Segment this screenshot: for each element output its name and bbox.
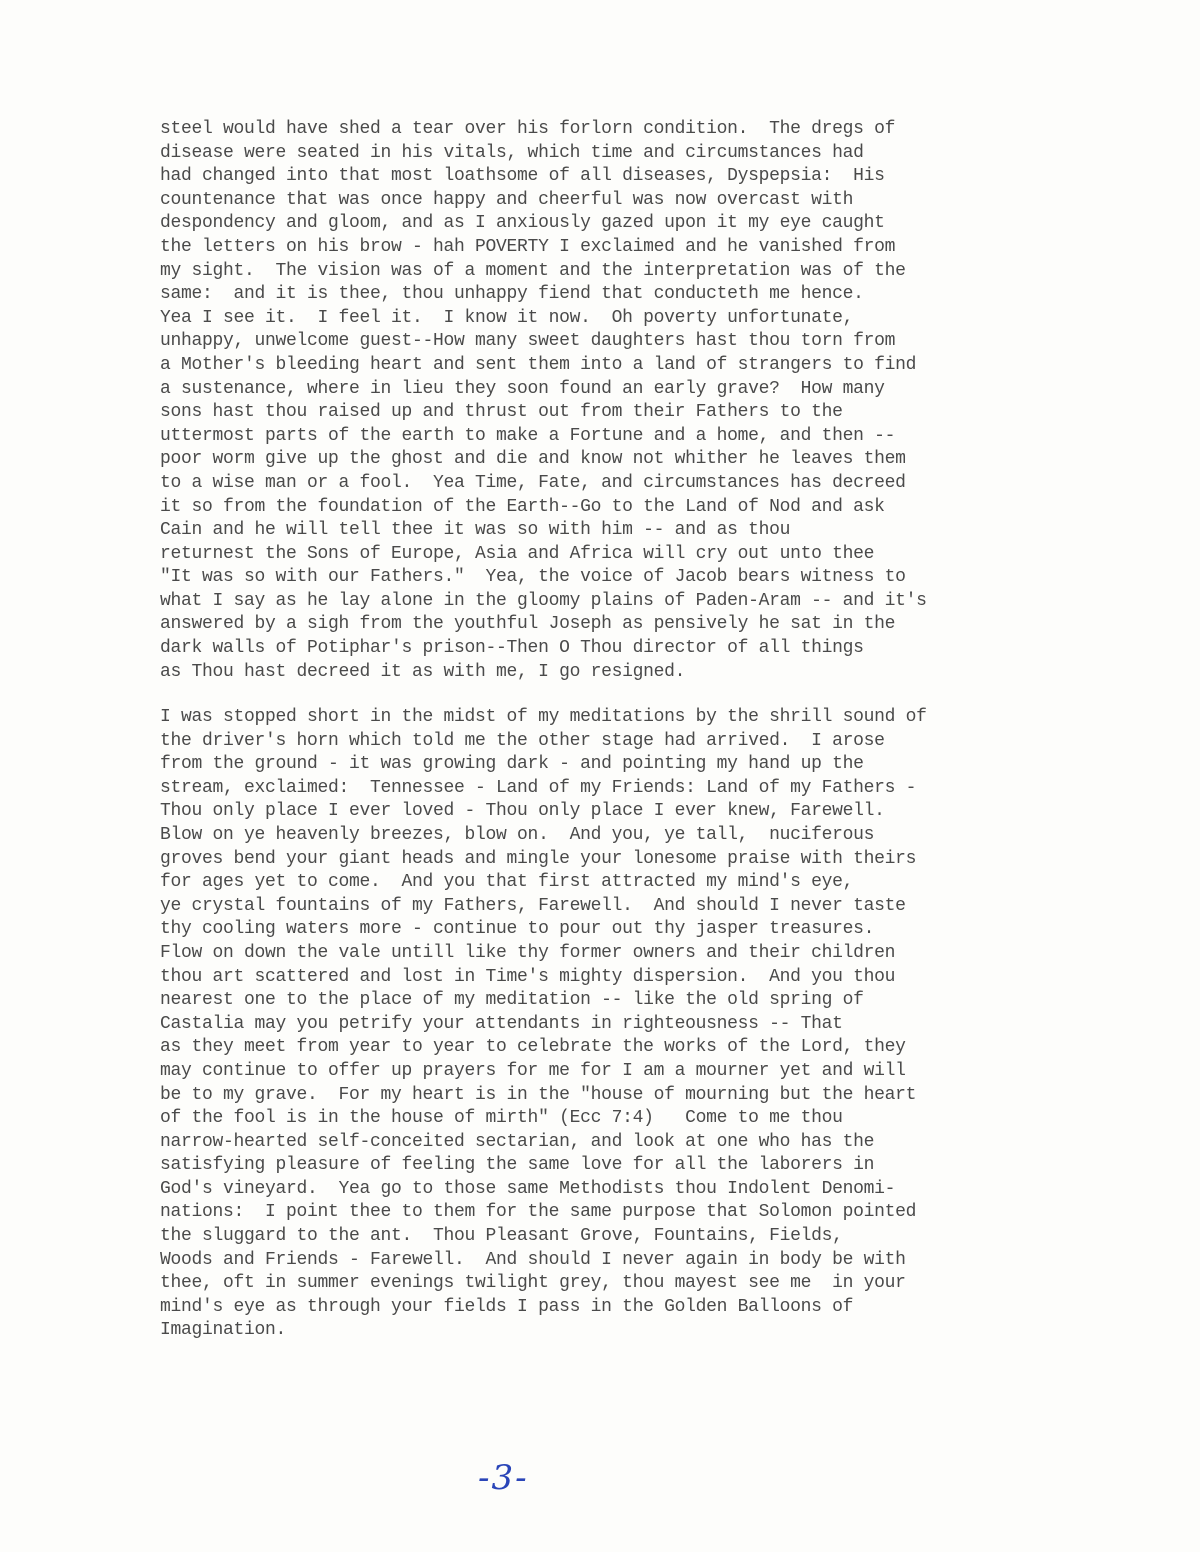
paragraph-2: I was stopped short in the midst of my meditations by the shrill sound of the driver's horn which told me the other stage had arrived. I arose from the ground - it was growing dark - and pointing my hand up the stream, exclaimed: Tennessee - Land of my Friends: Land of my Fathers - Thou only place I ever loved - Thou only place I ever knew, Farewell. Blow on ye heavenly breezes, blow on. And you, ye tall, nuciferous groves bend your giant heads and mingle your lonesome praise with theirs for ages yet to come. And you that first attracted my mind's eye, ye crystal fountains of my Fathers, Farewell. And should I never taste thy cooling waters more - continue to pour out thy jasper treasures. Flow on down the vale untill like thy former owners and their children thou art scattered and lost in Time's mighty dispersion. And you thou nearest one to the place of my meditation -- like the old spring of Castalia may you petrify your attendants in righteousness -- That as they meet from year to year to celebrate the works of the Lord, they may continue to offer up prayers for me for I am a mourner yet and will be to my grave. For my heart is in the "house of mourning but the heart of the fool is in the house of mirth" (Ecc 7:4) Come to me thou narrow-hearted self-conceited sectarian, and look at one who has the satisfying pleasure of feeling the same love for all the laborers in God's vineyard. Yea go to those same Methodists thou Indolent Denomi- nations: I point thee to them for the same purpose that Solomon pointed the sluggard to the ant. Thou Pleasant Grove, Fountains, Fields, Woods and Friends - Farewell. And should I never again in body be with thee, oft in summer evenings twilight grey, thou mayest see me in your mind's eye as through your fields I pass in the Golden Balloons of Imagination.: [160, 707, 927, 1341]
paragraph-1: steel would have shed a tear over his forlorn condition. The dregs of disease were seated in his vitals, which time and circumstances had had changed into that most loathsome of all diseases, Dyspepsia: His countenance that was once happy and cheerful was now overcast with despondency and gloom, and as I anxiously gazed upon it my eye caught the letters on his brow - hah POVERTY I exclaimed and he vanished from my sight. The vision was of a moment and the interpretation was of the same: and it is thee, thou unhappy fiend that conducteth me hence. Yea I see it. I feel it. I know it now. Oh poverty unfortunate, unhappy, unwelcome guest--How many sweet daughters hast thou torn from a Mother's bleeding heart and sent them into a land of strangers to find a sustenance, where in lieu they soon found an early grave? How many sons hast thou raised up and thrust out from their Fathers to the uttermost parts of the earth to make a Fortune and a home, and then -- poor worm give up the ghost and die and know not whither he leaves them to a wise man or a fool. Yea Time, Fate, and circumstances has decreed it so from the foundation of the Earth--Go to the Land of Nod and ask Cain and he will tell thee it was so with him -- and as thou returnest the Sons of Europe, Asia and Africa will cry out unto thee "It was so with our Fathers." Yea, the voice of Jacob bears witness to what I say as he lay alone in the gloomy plains of Paden-Aram -- and it's answered by a sigh from the youthful Joseph as pensively he sat in the dark walls of Potiphar's prison--Then O Thou director of all things as Thou hast decreed it as with me, I go resigned.: [160, 119, 927, 682]
page-number: -3-: [478, 1458, 529, 1498]
